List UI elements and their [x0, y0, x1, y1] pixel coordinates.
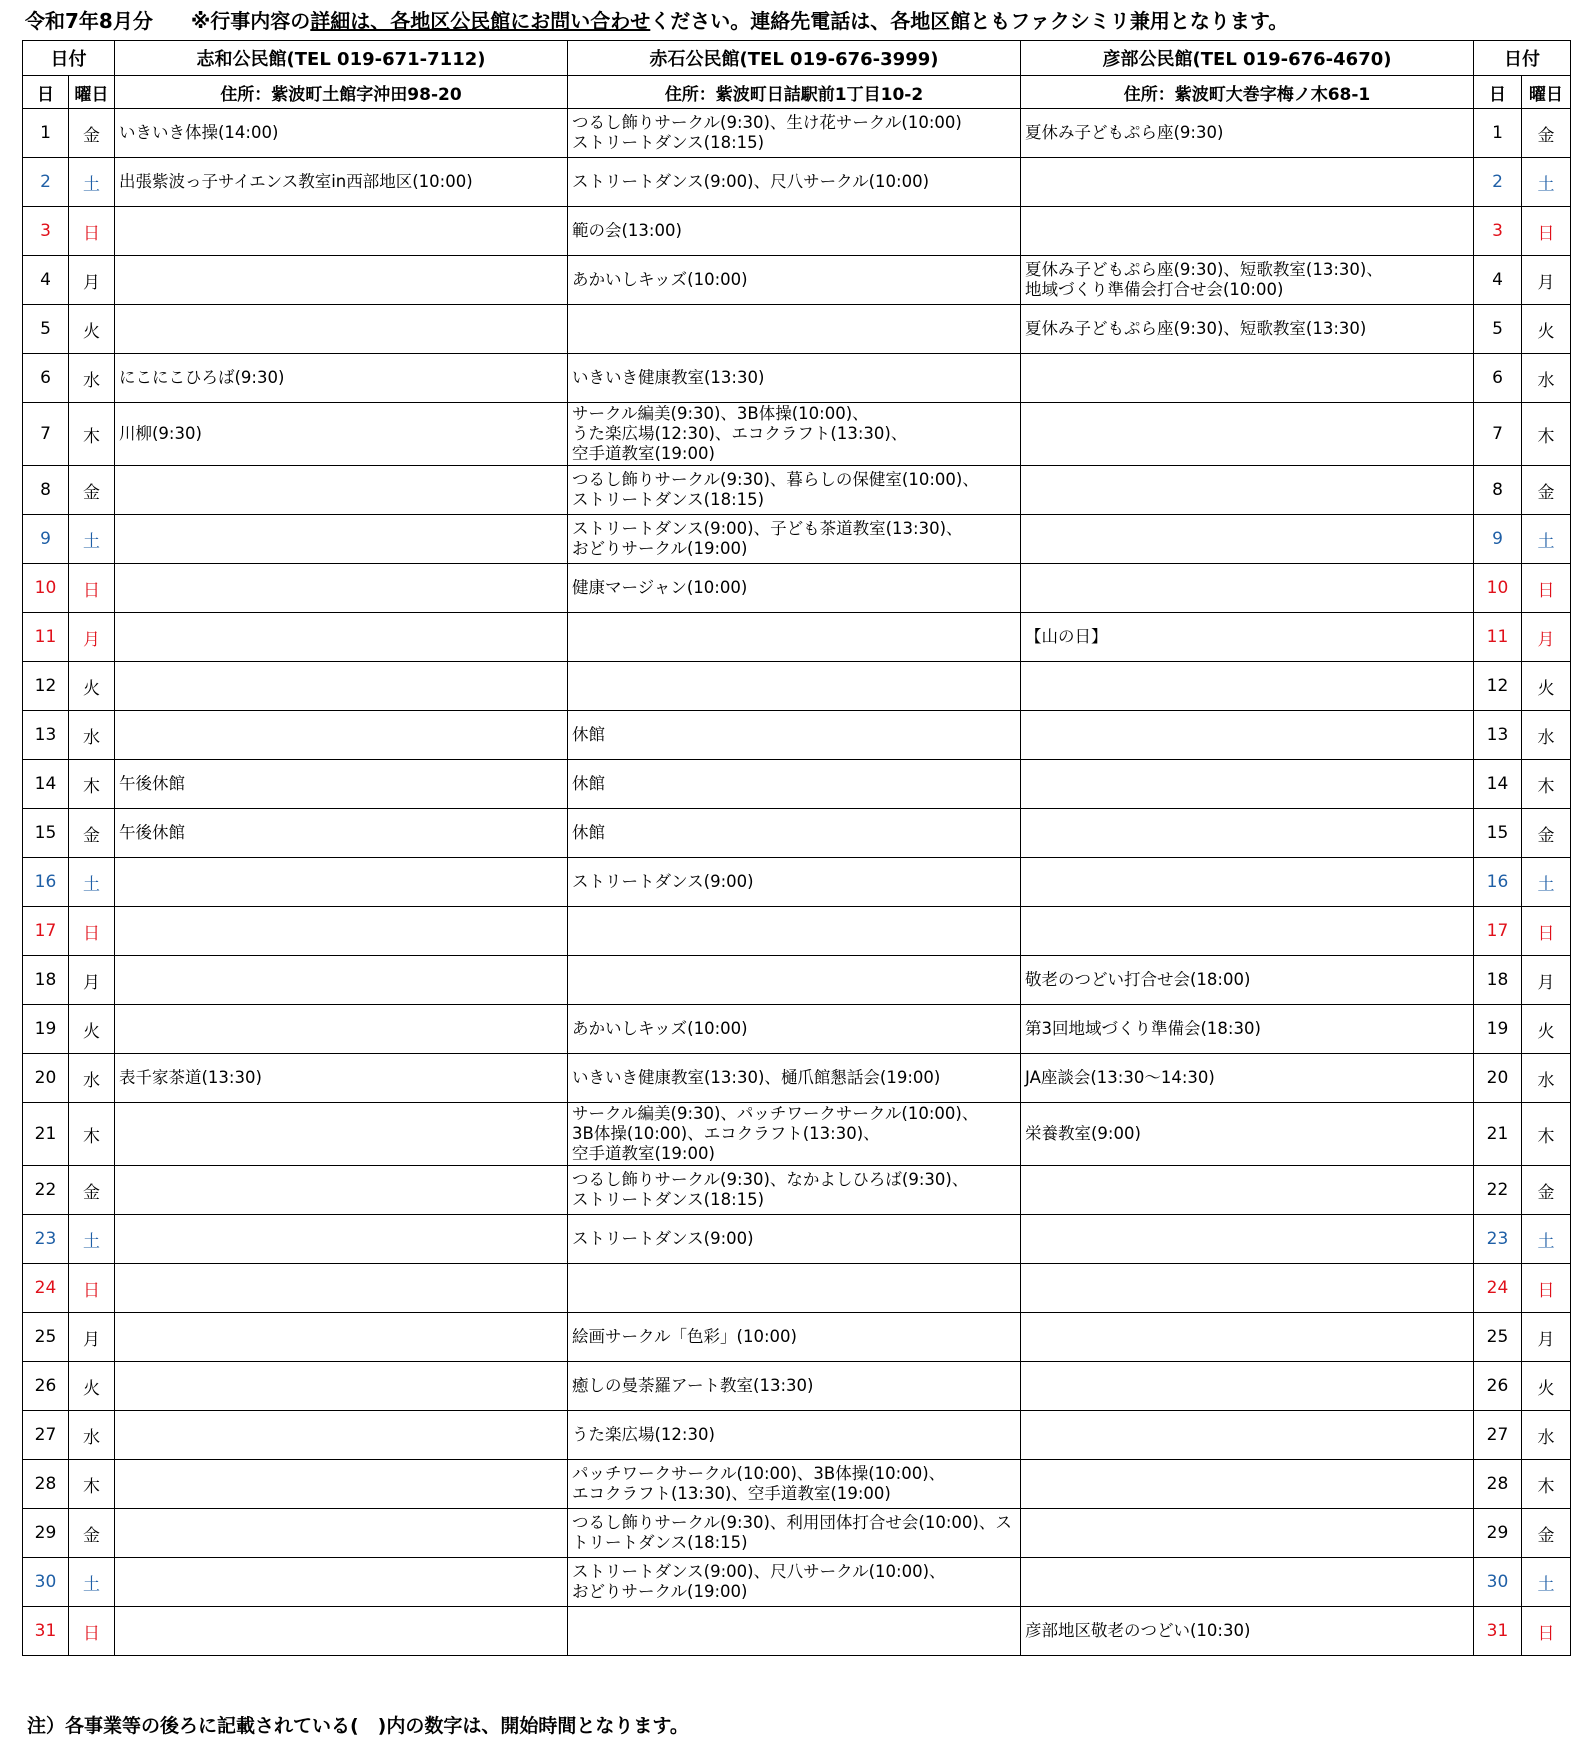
event-hikobe: [1021, 1509, 1474, 1558]
event-shiwa: [115, 1215, 568, 1264]
event-shiwa: [115, 256, 568, 305]
event-hikobe: [1021, 466, 1474, 515]
event-akaishi: [568, 1607, 1021, 1656]
day-number-right: 12: [1474, 662, 1522, 711]
schedule-body: [23, 109, 1571, 1656]
day-number-right: 23: [1474, 1215, 1522, 1264]
event-akaishi: あかいしキッズ(10:00): [568, 256, 1021, 305]
weekday: 日: [69, 564, 115, 613]
day-number: 1: [23, 109, 69, 158]
weekday: 木: [69, 760, 115, 809]
day-number-right: 11: [1474, 613, 1522, 662]
weekday: 水: [69, 1411, 115, 1460]
event-shiwa: 表千家茶道(13:30): [115, 1054, 568, 1103]
event-hikobe: [1021, 1166, 1474, 1215]
day-number: 10: [23, 564, 69, 613]
table-row: [23, 158, 1571, 207]
weekday: 土: [69, 1558, 115, 1607]
event-shiwa: [115, 1509, 568, 1558]
footnote: 注）各事業等の後ろに記載されている( )内の数字は、開始時間となります。: [27, 1715, 689, 1737]
event-hikobe: JA座談会(13:30～14:30): [1021, 1054, 1474, 1103]
weekday-right: 月: [1522, 256, 1571, 305]
weekday-header-left: 曜日: [69, 76, 115, 109]
event-hikobe: [1021, 207, 1474, 256]
event-shiwa: [115, 1166, 568, 1215]
table-row: [23, 305, 1571, 354]
weekday-right: 土: [1522, 1558, 1571, 1607]
weekday: 土: [69, 858, 115, 907]
day-number: 14: [23, 760, 69, 809]
weekday: 金: [69, 466, 115, 515]
event-hikobe: [1021, 711, 1474, 760]
event-akaishi: つるし飾りサークル(9:30)、なかよしひろば(9:30)、 ストリートダンス(18:15): [568, 1166, 1021, 1215]
event-akaishi: 休館: [568, 760, 1021, 809]
event-hikobe: 彦部地区敬老のつどい(10:30): [1021, 1607, 1474, 1656]
event-shiwa: 川柳(9:30): [115, 403, 568, 466]
weekday: 火: [69, 305, 115, 354]
event-hikobe: [1021, 1215, 1474, 1264]
day-header-left: 日: [23, 76, 69, 109]
day-number-right: 19: [1474, 1005, 1522, 1054]
table-row: [23, 515, 1571, 564]
event-shiwa: [115, 1005, 568, 1054]
day-number: 15: [23, 809, 69, 858]
weekday: 火: [69, 662, 115, 711]
schedule-table: [22, 40, 1571, 1656]
weekday: 木: [69, 1460, 115, 1509]
event-akaishi: サークル編美(9:30)、3B体操(10:00)、 うた楽広場(12:30)、エコクラフト(13:30)、 空手道教室(19:00): [568, 403, 1021, 466]
event-shiwa: [115, 515, 568, 564]
table-row: [23, 109, 1571, 158]
day-number-right: 20: [1474, 1054, 1522, 1103]
day-number: 30: [23, 1558, 69, 1607]
event-shiwa: [115, 1362, 568, 1411]
event-akaishi: ストリートダンス(9:00): [568, 1215, 1021, 1264]
day-number-right: 14: [1474, 760, 1522, 809]
day-number-right: 4: [1474, 256, 1522, 305]
month-label: 令和7年8月分: [25, 9, 153, 33]
day-number-right: 25: [1474, 1313, 1522, 1362]
day-number: 16: [23, 858, 69, 907]
table-row: [23, 956, 1571, 1005]
notice-post: ください。連絡先電話は、各地区館ともファクシミリ兼用となります。: [650, 9, 1289, 33]
day-number: 20: [23, 1054, 69, 1103]
event-hikobe: [1021, 1264, 1474, 1313]
table-row: [23, 354, 1571, 403]
table-row: [23, 1509, 1571, 1558]
event-hikobe: [1021, 760, 1474, 809]
event-hikobe: [1021, 564, 1474, 613]
page-title: [25, 6, 1288, 36]
event-akaishi: 癒しの曼荼羅アート教室(13:30): [568, 1362, 1021, 1411]
table-row: [23, 1054, 1571, 1103]
day-number-right: 26: [1474, 1362, 1522, 1411]
day-number: 17: [23, 907, 69, 956]
weekday: 金: [69, 1509, 115, 1558]
weekday: 日: [69, 1607, 115, 1656]
event-akaishi: パッチワークサークル(10:00)、3B体操(10:00)、 エコクラフト(13:30)、空手道教室(19:00): [568, 1460, 1021, 1509]
weekday-right: 火: [1522, 305, 1571, 354]
table-row: [23, 1558, 1571, 1607]
event-shiwa: にこにこひろば(9:30): [115, 354, 568, 403]
table-row: [23, 662, 1571, 711]
day-number: 31: [23, 1607, 69, 1656]
day-number: 28: [23, 1460, 69, 1509]
event-hikobe: [1021, 907, 1474, 956]
day-number-right: 15: [1474, 809, 1522, 858]
day-number-right: 27: [1474, 1411, 1522, 1460]
weekday: 月: [69, 613, 115, 662]
event-hikobe: 敬老のつどい打合せ会(18:00): [1021, 956, 1474, 1005]
event-shiwa: [115, 1264, 568, 1313]
event-shiwa: [115, 711, 568, 760]
weekday-right: 日: [1522, 1607, 1571, 1656]
event-hikobe: [1021, 515, 1474, 564]
notice-underlined: 詳細は、各地区公民館にお問い合わせ: [310, 9, 651, 33]
event-shiwa: [115, 1607, 568, 1656]
day-number-right: 5: [1474, 305, 1522, 354]
weekday: 日: [69, 907, 115, 956]
weekday-right: 木: [1522, 760, 1571, 809]
weekday-right: 水: [1522, 1411, 1571, 1460]
event-shiwa: 午後休館: [115, 809, 568, 858]
weekday-right: 月: [1522, 956, 1571, 1005]
day-number-right: 31: [1474, 1607, 1522, 1656]
day-number: 9: [23, 515, 69, 564]
weekday: 金: [69, 1166, 115, 1215]
event-akaishi: [568, 613, 1021, 662]
weekday-right: 金: [1522, 466, 1571, 515]
event-shiwa: [115, 1460, 568, 1509]
day-number: 18: [23, 956, 69, 1005]
event-akaishi: うた楽広場(12:30): [568, 1411, 1021, 1460]
event-akaishi: つるし飾りサークル(9:30)、暮らしの保健室(10:00)、 ストリートダンス(18:15): [568, 466, 1021, 515]
hall-address-akaishi: 住所：紫波町日詰駅前1丁目10-2: [568, 76, 1021, 109]
day-number-right: 17: [1474, 907, 1522, 956]
hall-name-akaishi: 赤石公民館(TEL 019-676-3999): [568, 41, 1021, 76]
day-number-right: 2: [1474, 158, 1522, 207]
day-header-right: 日: [1474, 76, 1522, 109]
day-number: 4: [23, 256, 69, 305]
table-row: [23, 1607, 1571, 1656]
event-shiwa: [115, 207, 568, 256]
day-number: 7: [23, 403, 69, 466]
table-row: [23, 256, 1571, 305]
table-row: [23, 1313, 1571, 1362]
weekday-right: 日: [1522, 1264, 1571, 1313]
day-number: 2: [23, 158, 69, 207]
day-number-right: 29: [1474, 1509, 1522, 1558]
event-hikobe: 栄養教室(9:00): [1021, 1103, 1474, 1166]
day-number-right: 9: [1474, 515, 1522, 564]
weekday-header-right: 曜日: [1522, 76, 1571, 109]
day-number: 6: [23, 354, 69, 403]
event-shiwa: 出張紫波っ子サイエンス教室in西部地区(10:00): [115, 158, 568, 207]
weekday: 水: [69, 1054, 115, 1103]
event-akaishi: いきいき健康教室(13:30): [568, 354, 1021, 403]
table-row: [23, 564, 1571, 613]
weekday-right: 金: [1522, 109, 1571, 158]
event-akaishi: つるし飾りサークル(9:30)、利用団体打合せ会(10:00)、ス トリートダンス(18:15): [568, 1509, 1021, 1558]
day-number-right: 18: [1474, 956, 1522, 1005]
day-number-right: 16: [1474, 858, 1522, 907]
event-hikobe: [1021, 1313, 1474, 1362]
event-shiwa: [115, 1411, 568, 1460]
day-number: 22: [23, 1166, 69, 1215]
event-shiwa: [115, 1558, 568, 1607]
event-hikobe: 夏休み子どもぷら座(9:30)、短歌教室(13:30)、 地域づくり準備会打合せ会(10:00): [1021, 256, 1474, 305]
weekday: 火: [69, 1362, 115, 1411]
day-number: 8: [23, 466, 69, 515]
event-akaishi: 休館: [568, 711, 1021, 760]
weekday: 土: [69, 1215, 115, 1264]
event-hikobe: [1021, 1411, 1474, 1460]
weekday-right: 月: [1522, 613, 1571, 662]
weekday: 水: [69, 711, 115, 760]
hall-name-hikobe: 彦部公民館(TEL 019-676-4670): [1021, 41, 1474, 76]
event-shiwa: [115, 613, 568, 662]
event-hikobe: [1021, 1362, 1474, 1411]
day-number: 21: [23, 1103, 69, 1166]
weekday: 木: [69, 403, 115, 466]
event-hikobe: [1021, 858, 1474, 907]
weekday-right: 土: [1522, 1215, 1571, 1264]
day-number-right: 10: [1474, 564, 1522, 613]
weekday-right: 火: [1522, 662, 1571, 711]
event-shiwa: [115, 305, 568, 354]
weekday-right: 月: [1522, 1313, 1571, 1362]
day-number-right: 30: [1474, 1558, 1522, 1607]
table-row: [23, 403, 1571, 466]
table-row: [23, 1005, 1571, 1054]
day-number: 23: [23, 1215, 69, 1264]
event-hikobe: [1021, 809, 1474, 858]
event-hikobe: 夏休み子どもぷら座(9:30)、短歌教室(13:30): [1021, 305, 1474, 354]
day-number-right: 1: [1474, 109, 1522, 158]
weekday-right: 水: [1522, 354, 1571, 403]
day-number-right: 6: [1474, 354, 1522, 403]
event-shiwa: [115, 1103, 568, 1166]
event-hikobe: [1021, 403, 1474, 466]
day-number: 27: [23, 1411, 69, 1460]
event-akaishi: [568, 662, 1021, 711]
event-akaishi: いきいき健康教室(13:30)、樋爪館懇話会(19:00): [568, 1054, 1021, 1103]
weekday: 月: [69, 1313, 115, 1362]
weekday-right: 金: [1522, 1166, 1571, 1215]
day-number: 5: [23, 305, 69, 354]
day-number: 25: [23, 1313, 69, 1362]
weekday-right: 木: [1522, 403, 1571, 466]
table-row: [23, 711, 1571, 760]
day-number: 12: [23, 662, 69, 711]
day-number: 3: [23, 207, 69, 256]
day-number-right: 21: [1474, 1103, 1522, 1166]
weekday: 火: [69, 1005, 115, 1054]
weekday: 水: [69, 354, 115, 403]
weekday: 金: [69, 809, 115, 858]
weekday: 日: [69, 1264, 115, 1313]
event-akaishi: [568, 305, 1021, 354]
day-number: 26: [23, 1362, 69, 1411]
day-number-right: 7: [1474, 403, 1522, 466]
hall-address-hikobe: 住所：紫波町大巻字梅ノ木68-1: [1021, 76, 1474, 109]
table-row: [23, 1411, 1571, 1460]
weekday-right: 土: [1522, 858, 1571, 907]
weekday-right: 水: [1522, 711, 1571, 760]
table-row: [23, 907, 1571, 956]
weekday-right: 火: [1522, 1005, 1571, 1054]
event-shiwa: [115, 858, 568, 907]
notice-pre: ※行事内容の: [190, 9, 311, 33]
table-row: [23, 760, 1571, 809]
weekday-right: 金: [1522, 1509, 1571, 1558]
table-row: [23, 809, 1571, 858]
event-shiwa: [115, 466, 568, 515]
event-shiwa: 午後休館: [115, 760, 568, 809]
weekday: 土: [69, 158, 115, 207]
day-number-right: 3: [1474, 207, 1522, 256]
day-number-right: 24: [1474, 1264, 1522, 1313]
table-row: [23, 1215, 1571, 1264]
weekday-right: 日: [1522, 207, 1571, 256]
event-hikobe: 第3回地域づくり準備会(18:30): [1021, 1005, 1474, 1054]
weekday: 木: [69, 1103, 115, 1166]
event-akaishi: [568, 1264, 1021, 1313]
weekday: 土: [69, 515, 115, 564]
event-akaishi: 休館: [568, 809, 1021, 858]
event-akaishi: 絵画サークル「色彩」(10:00): [568, 1313, 1021, 1362]
event-akaishi: [568, 907, 1021, 956]
event-akaishi: つるし飾りサークル(9:30)、生け花サークル(10:00) ストリートダンス(18:15): [568, 109, 1021, 158]
weekday: 日: [69, 207, 115, 256]
weekday-right: 水: [1522, 1054, 1571, 1103]
event-akaishi: ストリートダンス(9:00)、子ども茶道教室(13:30)、 おどりサークル(19:00): [568, 515, 1021, 564]
weekday: 月: [69, 256, 115, 305]
event-akaishi: 健康マージャン(10:00): [568, 564, 1021, 613]
table-row: [23, 1166, 1571, 1215]
event-shiwa: [115, 956, 568, 1005]
weekday-right: 土: [1522, 158, 1571, 207]
event-akaishi: ストリートダンス(9:00)、尺八サークル(10:00): [568, 158, 1021, 207]
event-akaishi: サークル編美(9:30)、パッチワークサークル(10:00)、 3B体操(10:00)、エコクラフト(13:30)、 空手道教室(19:00): [568, 1103, 1021, 1166]
event-shiwa: [115, 907, 568, 956]
weekday-right: 日: [1522, 907, 1571, 956]
day-number: 24: [23, 1264, 69, 1313]
event-hikobe: [1021, 1460, 1474, 1509]
event-akaishi: 範の会(13:00): [568, 207, 1021, 256]
event-hikobe: 【山の日】: [1021, 613, 1474, 662]
event-hikobe: [1021, 662, 1474, 711]
day-number-right: 8: [1474, 466, 1522, 515]
day-number: 29: [23, 1509, 69, 1558]
date-group-right: 日付: [1474, 41, 1571, 76]
weekday: 月: [69, 956, 115, 1005]
weekday-right: 木: [1522, 1103, 1571, 1166]
event-hikobe: [1021, 354, 1474, 403]
table-row: [23, 1362, 1571, 1411]
table-row: [23, 1460, 1571, 1509]
weekday: 金: [69, 109, 115, 158]
weekday-right: 火: [1522, 1362, 1571, 1411]
event-hikobe: [1021, 158, 1474, 207]
event-shiwa: [115, 564, 568, 613]
day-number-right: 13: [1474, 711, 1522, 760]
weekday-right: 日: [1522, 564, 1571, 613]
table-row: [23, 1103, 1571, 1166]
event-shiwa: [115, 1313, 568, 1362]
day-number: 13: [23, 711, 69, 760]
event-akaishi: あかいしキッズ(10:00): [568, 1005, 1021, 1054]
table-row: [23, 858, 1571, 907]
event-akaishi: ストリートダンス(9:00): [568, 858, 1021, 907]
date-group-left: 日付: [23, 41, 115, 76]
header-row-halls: [23, 41, 1571, 76]
event-hikobe: [1021, 1558, 1474, 1607]
day-number-right: 22: [1474, 1166, 1522, 1215]
event-akaishi: [568, 956, 1021, 1005]
hall-address-shiwa: 住所：紫波町土館字沖田98-20: [115, 76, 568, 109]
weekday-right: 金: [1522, 809, 1571, 858]
event-shiwa: [115, 662, 568, 711]
event-shiwa: いきいき体操(14:00): [115, 109, 568, 158]
table-row: [23, 466, 1571, 515]
notice-text: [191, 9, 1288, 33]
weekday-right: 土: [1522, 515, 1571, 564]
table-row: [23, 207, 1571, 256]
event-hikobe: 夏休み子どもぷら座(9:30): [1021, 109, 1474, 158]
weekday-right: 木: [1522, 1460, 1571, 1509]
table-row: [23, 613, 1571, 662]
day-number-right: 28: [1474, 1460, 1522, 1509]
header-row-addresses: [23, 76, 1571, 109]
event-akaishi: ストリートダンス(9:00)、尺八サークル(10:00)、 おどりサークル(19:00): [568, 1558, 1021, 1607]
day-number: 19: [23, 1005, 69, 1054]
hall-name-shiwa: 志和公民館(TEL 019-671-7112): [115, 41, 568, 76]
day-number: 11: [23, 613, 69, 662]
table-row: [23, 1264, 1571, 1313]
